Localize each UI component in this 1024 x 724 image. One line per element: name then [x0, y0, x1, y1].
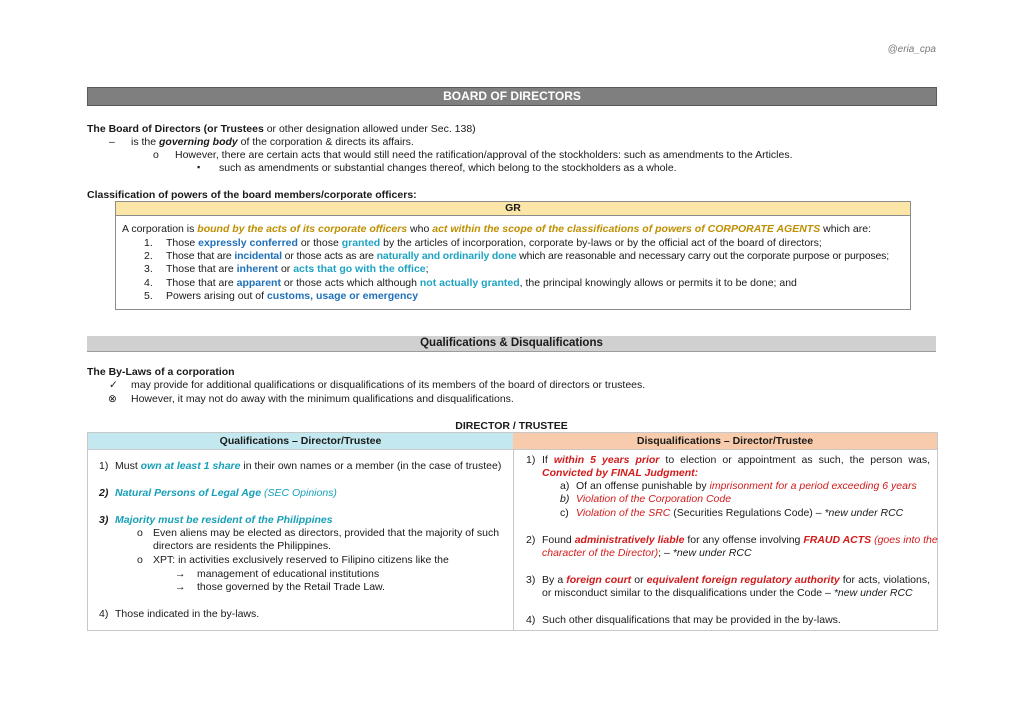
bylaws-heading: The By-Laws of a corporation — [87, 366, 235, 378]
gr-box-title: GR — [116, 202, 910, 216]
circle-bullet: o — [153, 149, 159, 161]
qualification-3: Majority must be resident of the Philippines — [115, 514, 333, 526]
section-band-qualifications: Qualifications & Disqualifications — [87, 336, 936, 352]
list-item-number: 5. — [144, 290, 153, 302]
disqualification-4: Such other disqualifications that may be provided in the by-laws. — [542, 614, 841, 626]
disqualification-number: 4) — [526, 614, 536, 626]
column-divider — [513, 449, 514, 630]
list-item: Powers arising out of customs, usage or emergency — [166, 290, 419, 302]
square-bullet: ▪ — [197, 162, 201, 172]
arrow-icon: → — [175, 581, 186, 593]
xpt-item-2: those governed by the Retail Trade Law. — [197, 581, 385, 593]
page-title: BOARD OF DIRECTORS — [87, 87, 937, 106]
watermark: @eria_cpa — [887, 44, 936, 55]
qualification-1: Must own at least 1 share in their own names or a member (in the case of trustee) — [115, 460, 502, 472]
disqualification-3: By a foreign court or equivalent foreign regulatory authority for acts, violations, — [542, 574, 931, 586]
qualification-4: Those indicated in the by-laws. — [115, 608, 260, 620]
disqualification-2-cont: character of the Director); – *new under RCC — [542, 547, 752, 559]
disqualification-1b: Violation of the Corporation Code — [576, 493, 732, 505]
check-icon: ✓ — [109, 379, 118, 391]
bylaws-check-text: may provide for additional qualifications or disqualifications of its members of the board of directors or trustees. — [131, 379, 646, 391]
disqualification-1-sub: Convicted by FINAL Judgment: — [542, 467, 699, 479]
list-item-number: 1. — [144, 237, 153, 249]
intro-lead: The Board of Directors (or Trustees or other designation allowed under Sec. 138) — [87, 123, 476, 135]
qualification-number: 3) — [99, 514, 109, 526]
cross-icon: ⊗ — [108, 393, 117, 405]
qualification-2: Natural Persons of Legal Age (SEC Opinions) — [115, 487, 337, 499]
qualification-number: 4) — [99, 608, 109, 620]
disqualification-number: 3) — [526, 574, 536, 586]
qualifications-header: Qualifications – Director/Trustee — [88, 433, 513, 449]
bylaws-cross-text: However, it may not do away with the minimum qualifications and disqualifications. — [131, 393, 514, 405]
qualification-3-sub-1: Even aliens may be elected as directors, provided that the majority of such — [153, 527, 500, 539]
item-label: c) — [560, 507, 569, 519]
qualification-3-sub-2: XPT: in activities exclusively reserved to Filipino citizens like the — [153, 554, 449, 566]
list-item: Those that are incidental or those acts as are naturally and ordinarily done which are reasonable and necessary carry out the corporate purpose or purposes; — [166, 250, 890, 262]
intro-line-2: However, there are certain acts that would still need the ratification/approval of the stockholders: such as amendments to the Articles. — [175, 149, 793, 161]
circle-bullet: o — [137, 527, 143, 539]
gr-box — [115, 201, 911, 310]
gr-lead: A corporation is bound by the acts of its corporate officers who act within the scope of the classifications of powers of CORPORATE AGENTS which are: — [122, 223, 871, 235]
disqualification-1c: Violation of the SRC (Securities Regulations Code) – *new under RCC — [576, 507, 904, 519]
disqualification-1: If within 5 years prior to election or appointment as such, the person was, — [542, 454, 930, 466]
disqualification-number: 1) — [526, 454, 536, 466]
intro-line-3: such as amendments or substantial changes thereof, which belong to the stockholders as a whole. — [219, 162, 677, 174]
disqualification-1a: Of an offense punishable by imprisonment for a period exceeding 6 years — [576, 480, 917, 492]
list-item: Those that are inherent or acts that go with the office; — [166, 263, 429, 275]
qualification-3-sub-1-cont: directors are residents the Philippines. — [153, 540, 332, 552]
list-item: Those expressly conferred or those granted by the articles of incorporation, corporate by-laws or by the official act of the board of directors; — [166, 237, 822, 249]
disqualification-number: 2) — [526, 534, 536, 546]
list-item-number: 3. — [144, 263, 153, 275]
circle-bullet: o — [137, 554, 143, 566]
table-caption: DIRECTOR / TRUSTEE — [455, 420, 568, 432]
dash-bullet: – — [109, 136, 115, 148]
qualification-number: 1) — [99, 460, 109, 472]
arrow-icon: → — [175, 568, 186, 580]
list-item-number: 2. — [144, 250, 153, 262]
qualification-number: 2) — [99, 487, 109, 499]
item-label: b) — [560, 493, 570, 505]
disqualification-3-cont: or misconduct similar to the disqualifications under the Code – *new under RCC — [542, 587, 913, 599]
disqualification-2: Found administratively liable for any offense involving FRAUD ACTS (goes into the — [542, 534, 938, 546]
director-trustee-table — [87, 432, 938, 631]
intro-line-1: is the governing body of the corporation & directs its affairs. — [131, 136, 414, 148]
xpt-item-1: management of educational institutions — [197, 568, 380, 580]
list-item-number: 4. — [144, 277, 153, 289]
list-item: Those that are apparent or those acts which although not actually granted, the principal knowingly allows or permits it to be done; and — [166, 277, 797, 289]
item-label: a) — [560, 480, 570, 492]
disqualifications-header: Disqualifications – Director/Trustee — [513, 433, 937, 449]
classification-heading: Classification of powers of the board members/corporate officers: — [87, 189, 417, 201]
